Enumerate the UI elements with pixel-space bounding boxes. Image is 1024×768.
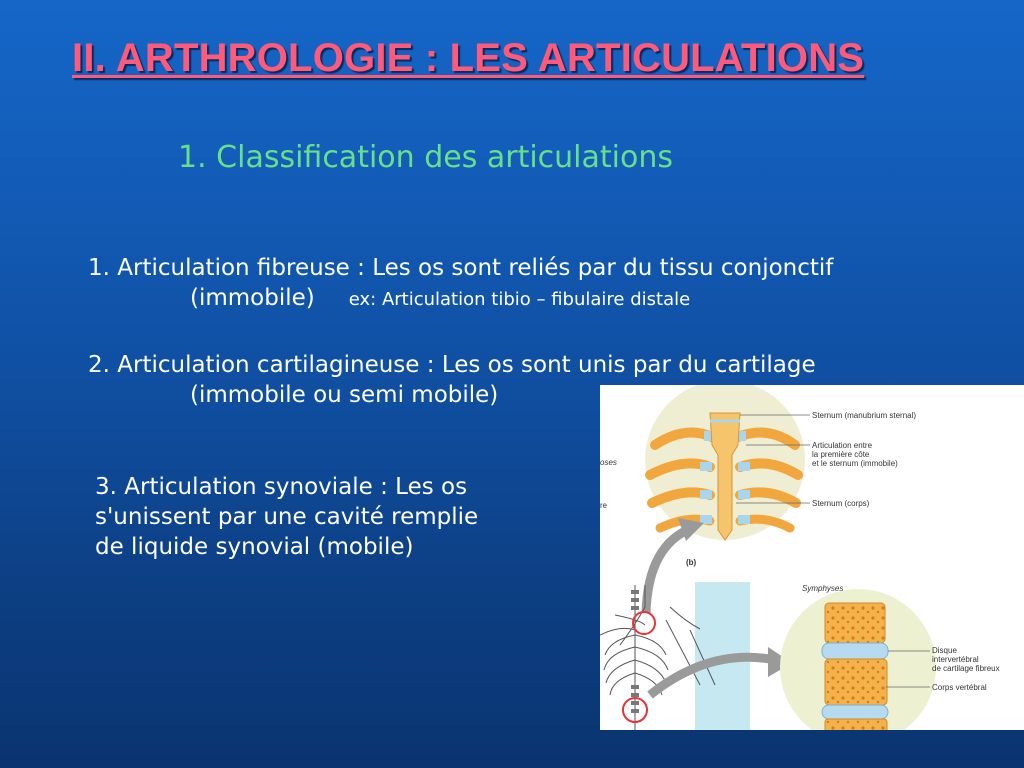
- item-1-example: ex: Articulation tibio – fibulaire distale: [348, 289, 691, 310]
- label-articulation-line-3: et le sternum (immobile): [812, 459, 898, 468]
- item-3-line-1: 3. Articulation synoviale : Les os: [95, 474, 468, 500]
- sternum-detail: [645, 385, 805, 540]
- label-symphyses: Symphyses: [802, 584, 844, 593]
- item-3-line-2: s'unissent par une cavité remplie: [95, 504, 479, 530]
- label-sternum-corps: Sternum (corps): [812, 499, 870, 508]
- item-synovial-joint: [95, 472, 545, 562]
- arrow-to-sternum: [646, 528, 692, 613]
- label-articulation-line-2: la première côte: [812, 450, 870, 459]
- item-1-mobility: (immobile): [190, 285, 315, 311]
- label-disque-line-1: Disque: [932, 646, 957, 655]
- label-disque-line-2: intervertébral: [932, 655, 979, 664]
- item-2-line-1: 2. Articulation cartilagineuse : Les os sont unis par du cartilage: [88, 352, 816, 378]
- slide-title: II. ARTHROLOGIE : LES ARTICULATIONS: [72, 36, 865, 80]
- anatomy-figure: [600, 385, 1024, 730]
- item-1-line-2: [88, 283, 833, 315]
- label-sternum-manubrium: Sternum (manubrium sternal): [812, 411, 917, 420]
- figure-b-marker: (b): [686, 558, 697, 567]
- item-1-line-1: 1. Articulation fibreuse : Les os sont reliés par du tissu conjonctif: [88, 255, 834, 281]
- label-cut-left-2: re: [600, 501, 608, 510]
- label-cut-left-1: oses: [600, 458, 617, 467]
- highlight-sternum-circle: [633, 612, 655, 634]
- section-subtitle: 1. Classification des articulations: [178, 140, 673, 175]
- item-fibrous-joint: [88, 253, 833, 315]
- label-disque-line-3: de cartilage fibreux: [932, 664, 1000, 673]
- anatomy-illustration: [600, 385, 1024, 730]
- item-3-line-3: de liquide synovial (mobile): [95, 534, 414, 560]
- label-articulation-line-1: Articulation entre: [812, 441, 873, 450]
- vertebrae-detail: [780, 589, 936, 730]
- label-corps-vertebral: Corps vertébral: [932, 683, 987, 692]
- item-2-line-2: (immobile ou semi mobile): [190, 382, 499, 408]
